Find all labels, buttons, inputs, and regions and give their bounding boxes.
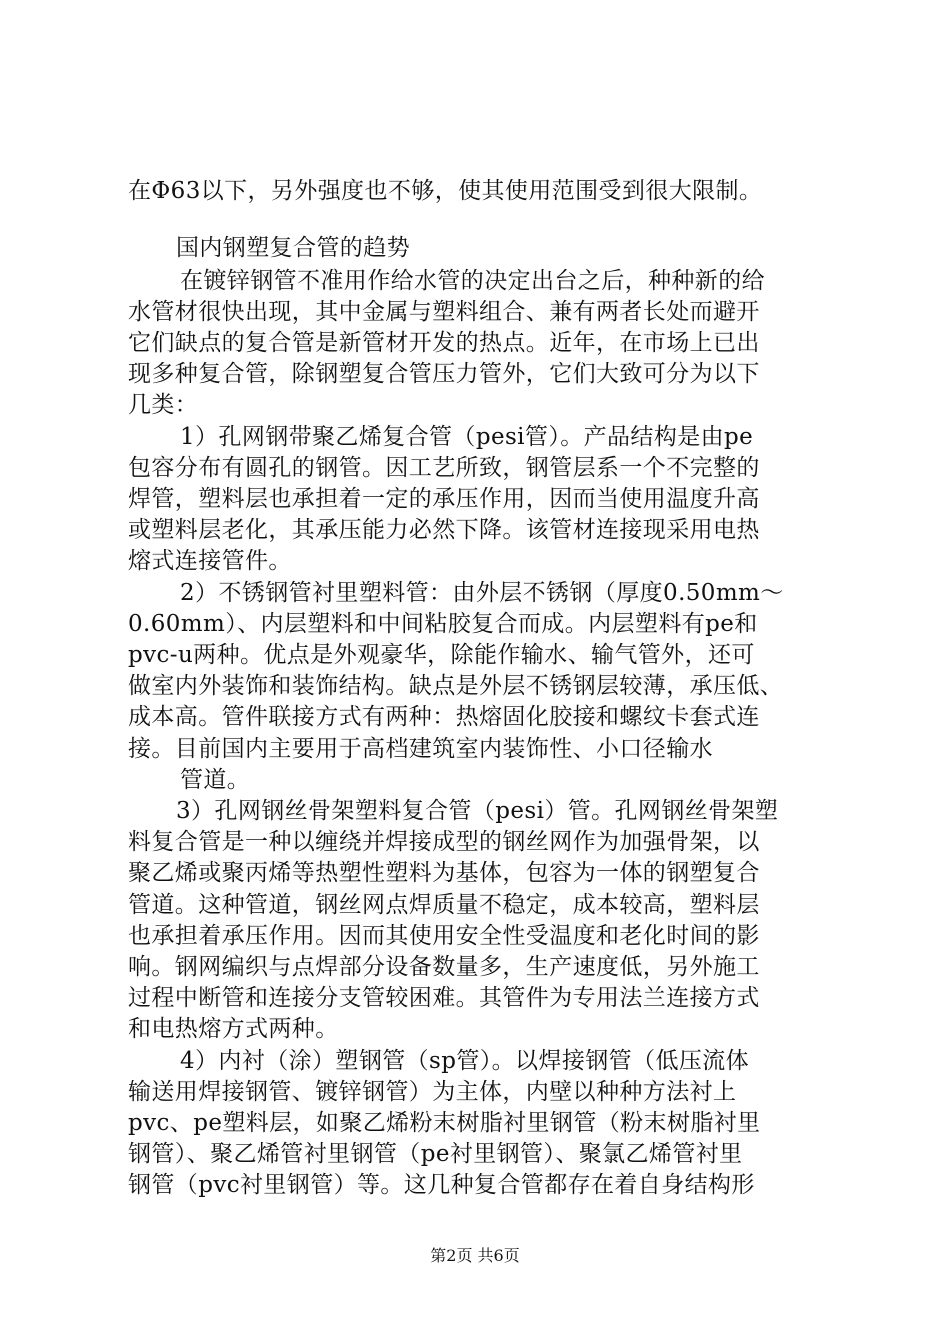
paragraph-line: 输送用焊接钢管、镀锌钢管）为主体，内壁以种种方法衬上: [128, 1079, 737, 1105]
paragraph-line: 它们缺点的复合管是新管材开发的热点。近年，在市场上已出: [128, 330, 760, 356]
paragraph-line: 管道。这种管道，钢丝网点焊质量不稳定，成本较高，塑料层: [128, 892, 760, 918]
paragraph-line: 做室内外装饰和装饰结构。缺点是外层不锈钢层较薄，承压低、: [128, 673, 784, 699]
paragraph-line: 响。钢网编织与点焊部分设备数量多，生产速度低，另外施工: [128, 954, 760, 980]
paragraph-line: 现多种复合管，除钢塑复合管压力管外，它们大致可分为以下: [128, 361, 760, 387]
paragraph-line: 在镀锌钢管不准用作给水管的决定出台之后，种种新的给: [180, 268, 765, 294]
paragraph-line: 钢管（pvc衬里钢管）等。这几种复合管都存在着自身结构形: [128, 1172, 755, 1198]
paragraph-line: pvc、pe塑料层，如聚乙烯粉末树脂衬里钢管（粉末树脂衬里: [128, 1110, 761, 1136]
paragraph-line: pvc-u两种。优点是外观豪华，除能作输水、输气管外，还可: [128, 642, 755, 668]
paragraph-line: 接。目前国内主要用于高档建筑室内装饰性、小口径输水: [128, 736, 713, 762]
paragraph-line: 在Φ63以下，另外强度也不够，使其使用范围受到很大限制。: [128, 178, 763, 204]
paragraph-line: 4）内衬（涂）塑钢管（sp管）。以焊接钢管（低压流体: [180, 1048, 750, 1074]
paragraph-line: 2）不锈钢管衬里塑料管：由外层不锈钢（厚度0.50mm～: [180, 580, 784, 606]
paragraph-line: 0.60mm）、内层塑料和中间粘胶复合而成。内层塑料有pe和: [128, 611, 758, 637]
paragraph-line: 几类：: [128, 392, 199, 418]
paragraph-line: 3）孔网钢丝骨架塑料复合管（pesi）管。孔网钢丝骨架塑: [176, 798, 779, 824]
paragraph-line: 或塑料层老化，其承压能力必然下降。该管材连接现采用电热: [128, 517, 760, 543]
paragraph-line: 聚乙烯或聚丙烯等热塑性塑料为基体，包容为一体的钢塑复合: [128, 860, 760, 886]
section-heading: 国内钢塑复合管的趋势: [176, 235, 410, 261]
paragraph-line: 1）孔网钢带聚乙烯复合管（pesi管）。产品结构是由pe: [180, 424, 754, 450]
paragraph-line: 熔式连接管件。: [128, 548, 292, 574]
paragraph-line: 和电热熔方式两种。: [128, 1016, 339, 1042]
paragraph-line: 包容分布有圆孔的钢管。因工艺所致，钢管层系一个不完整的: [128, 455, 760, 481]
paragraph-line: 管道。: [180, 767, 251, 793]
paragraph-line: 料复合管是一种以缠绕并焊接成型的钢丝网作为加强骨架，以: [128, 829, 760, 855]
paragraph-line: 钢管）、聚乙烯管衬里钢管（pe衬里钢管）、聚氯乙烯管衬里: [128, 1141, 743, 1167]
paragraph-line: 水管材很快出现，其中金属与塑料组合、兼有两者长处而避开: [128, 299, 760, 325]
paragraph-line: 过程中断管和连接分支管较困难。其管件为专用法兰连接方式: [128, 985, 760, 1011]
paragraph-line: 成本高。管件联接方式有两种：热熔固化胶接和螺纹卡套式连: [128, 704, 760, 730]
paragraph-line: 也承担着承压作用。因而其使用安全性受温度和老化时间的影: [128, 923, 760, 949]
paragraph-line: 焊管，塑料层也承担着一定的承压作用，因而当使用温度升高: [128, 486, 760, 512]
page-number-footer: 第2页 共6页: [430, 1246, 520, 1265]
